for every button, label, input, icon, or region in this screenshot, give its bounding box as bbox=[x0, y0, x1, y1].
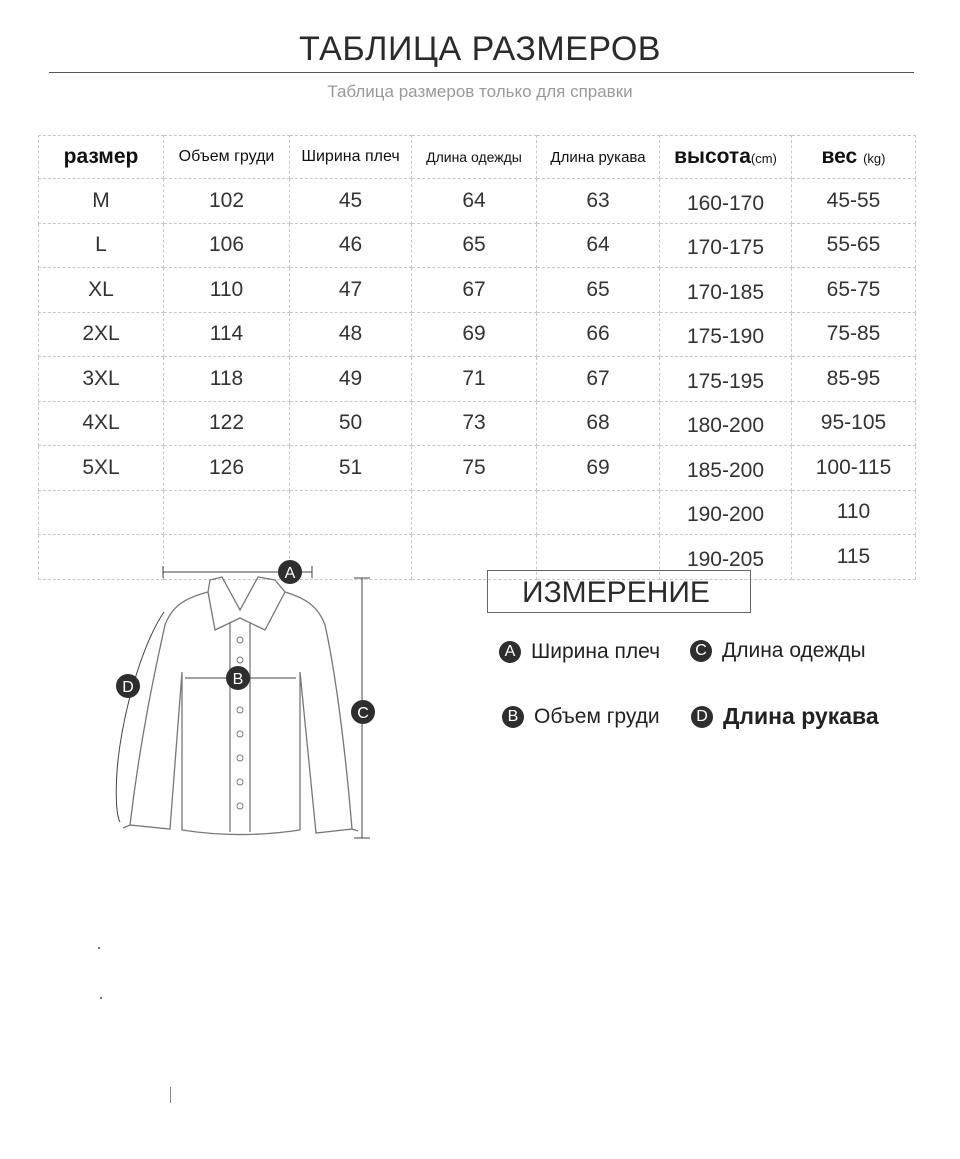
table-header-row bbox=[39, 136, 916, 179]
cell-height: 190-200 bbox=[660, 490, 792, 535]
badge-c-icon: C bbox=[690, 640, 712, 662]
cell-shoulder: 50 bbox=[290, 401, 412, 446]
marker-b-label: B bbox=[232, 671, 244, 688]
page-subtitle: Таблица размеров только для справки bbox=[327, 82, 633, 101]
measurement-title: ИЗМЕРЕНИЕ bbox=[487, 570, 751, 613]
cell-sleeve: 69 bbox=[537, 446, 660, 491]
cell-weight: 95-105 bbox=[792, 401, 916, 446]
table-row bbox=[39, 312, 916, 357]
legend-label-shoulder: Ширина плеч bbox=[531, 640, 661, 663]
header-length: Длина одежды bbox=[412, 136, 537, 179]
cell-size: 2XL bbox=[39, 312, 164, 357]
cell-length: 75 bbox=[412, 446, 537, 491]
table-row bbox=[39, 357, 916, 402]
cell-chest: 106 bbox=[164, 223, 290, 268]
cell-size: L bbox=[39, 223, 164, 268]
badge-b-icon: B bbox=[502, 706, 524, 728]
stray-bar bbox=[170, 1087, 171, 1103]
header-chest: Объем груди bbox=[164, 136, 290, 179]
cell-size: 5XL bbox=[39, 446, 164, 491]
cell-size bbox=[39, 490, 164, 535]
cell-weight: 65-75 bbox=[792, 268, 916, 313]
cell-shoulder: 51 bbox=[290, 446, 412, 491]
page-title: ТАБЛИЦА РАЗМЕРОВ bbox=[299, 30, 661, 68]
badge-a-icon: A bbox=[499, 641, 521, 663]
cell-length bbox=[412, 490, 537, 535]
cell-weight: 75-85 bbox=[792, 312, 916, 357]
shirt-diagram bbox=[100, 555, 390, 855]
cell-size: XL bbox=[39, 268, 164, 313]
cell-shoulder: 46 bbox=[290, 223, 412, 268]
table-row bbox=[39, 179, 916, 224]
cell-chest: 102 bbox=[164, 179, 290, 224]
table-row bbox=[39, 490, 916, 535]
legend-label-chest: Объем груди bbox=[534, 705, 660, 728]
cell-length: 65 bbox=[412, 223, 537, 268]
header-size: размер bbox=[39, 136, 164, 179]
header-sleeve: Длина рукава bbox=[537, 136, 660, 179]
table-row bbox=[39, 401, 916, 446]
shirt-collar bbox=[208, 577, 285, 630]
cell-length: 67 bbox=[412, 268, 537, 313]
cell-length: 64 bbox=[412, 179, 537, 224]
header-height: высота(cm) bbox=[660, 136, 792, 179]
cell-shoulder: 47 bbox=[290, 268, 412, 313]
cell-chest: 118 bbox=[164, 357, 290, 402]
cell-sleeve: 67 bbox=[537, 357, 660, 402]
cell-size: 4XL bbox=[39, 401, 164, 446]
measure-line-d bbox=[116, 612, 164, 822]
legend-item-length bbox=[690, 639, 866, 663]
cell-height: 175-190 bbox=[660, 312, 792, 357]
cell-sleeve: 63 bbox=[537, 179, 660, 224]
header-weight: вес (kg) bbox=[792, 136, 916, 179]
cell-length: 71 bbox=[412, 357, 537, 402]
cell-size: 3XL bbox=[39, 357, 164, 402]
cell-weight: 55-65 bbox=[792, 223, 916, 268]
table-row bbox=[39, 446, 916, 491]
cell-length: 73 bbox=[412, 401, 537, 446]
stray-dot bbox=[100, 997, 102, 999]
size-table bbox=[38, 135, 916, 580]
cell-height: 180-200 bbox=[660, 401, 792, 446]
cell-length: 69 bbox=[412, 312, 537, 357]
shirt-placket bbox=[230, 622, 250, 832]
cell-height: 170-175 bbox=[660, 223, 792, 268]
cell-sleeve: 68 bbox=[537, 401, 660, 446]
cell-sleeve bbox=[537, 490, 660, 535]
cell-chest: 114 bbox=[164, 312, 290, 357]
cell-sleeve: 65 bbox=[537, 268, 660, 313]
title-divider bbox=[49, 72, 914, 73]
marker-c-label: C bbox=[357, 705, 369, 722]
cell-shoulder bbox=[290, 490, 412, 535]
stray-dot bbox=[98, 947, 100, 949]
legend-item-chest bbox=[502, 705, 660, 729]
cell-shoulder: 49 bbox=[290, 357, 412, 402]
cell-chest: 110 bbox=[164, 268, 290, 313]
cell-height: 175-195 bbox=[660, 357, 792, 402]
table-row bbox=[39, 223, 916, 268]
table-row bbox=[39, 268, 916, 313]
legend-label-length: Длина одежды bbox=[722, 639, 866, 662]
cell-height: 160-170 bbox=[660, 179, 792, 224]
cell-height: 190-205 bbox=[660, 535, 792, 580]
cell-weight: 110 bbox=[792, 490, 916, 535]
header-shoulder: Ширина плеч bbox=[290, 136, 412, 179]
cell-weight: 100-115 bbox=[792, 446, 916, 491]
marker-d-label: D bbox=[122, 679, 134, 696]
cell-size: M bbox=[39, 179, 164, 224]
legend-label-sleeve: Длина рукава bbox=[723, 703, 879, 729]
cell-height: 170-185 bbox=[660, 268, 792, 313]
cell-shoulder: 48 bbox=[290, 312, 412, 357]
cell-shoulder: 45 bbox=[290, 179, 412, 224]
cell-sleeve: 64 bbox=[537, 223, 660, 268]
legend-item-sleeve bbox=[691, 703, 879, 730]
cell-weight: 85-95 bbox=[792, 357, 916, 402]
cell-height: 185-200 bbox=[660, 446, 792, 491]
marker-a-label: A bbox=[284, 565, 296, 582]
legend-item-shoulder bbox=[499, 640, 660, 664]
cell-chest: 126 bbox=[164, 446, 290, 491]
cell-sleeve: 66 bbox=[537, 312, 660, 357]
cell-weight: 115 bbox=[792, 535, 916, 580]
cell-chest: 122 bbox=[164, 401, 290, 446]
cell-weight: 45-55 bbox=[792, 179, 916, 224]
cell-chest bbox=[164, 490, 290, 535]
badge-d-icon: D bbox=[691, 706, 713, 728]
